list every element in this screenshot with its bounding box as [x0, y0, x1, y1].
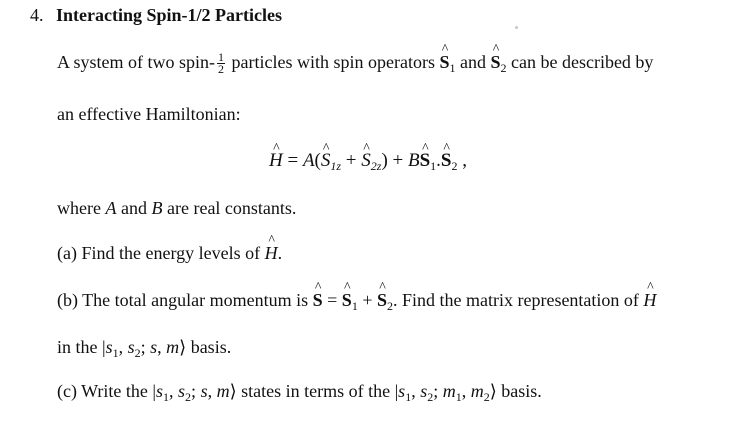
one-half-fraction: $\frac{1}{2}$	[218, 50, 225, 77]
part-c: (c) Write the $|s_1$, $s_2$; s, m⟩ states in terms of the $|s_1$, $s_2$; $m_1$, $m_2⟩$ basis.	[57, 381, 542, 404]
part-b-line-1: (b) The total angular momentum is ^ S = ^ $S_1$ + ^ $S_2$. Find the matrix representation of ^ H	[57, 289, 656, 311]
intro-line-2: an effective Hamiltonian:	[57, 104, 241, 124]
part-b-line-2: in the $|s_1$, $s_2$; s, m⟩ basis.	[57, 337, 232, 360]
part-b-label: (b)	[57, 290, 78, 310]
problem-title	[30, 4, 282, 26]
part-a: (a) Find the energy levels of ^ H.	[57, 242, 282, 264]
part-a-label: (a)	[57, 243, 77, 263]
problem-number: 4.	[30, 5, 44, 25]
hamiltonian-equation: ^ H = A(^ $S_{1z}$ + ^ $S_{2z}$) + B^ $S_1.\^{}$ $S_2$ ,	[0, 150, 736, 172]
part-c-label: (c)	[57, 381, 77, 401]
constants-note: where A and B are real constants.	[57, 198, 297, 218]
intro-line-1: A system of two spin- $\frac{1}{2}$ particles with spin operators ^ $S_1$ and ^ $S_2$ can be described by	[57, 51, 653, 75]
stray-mark	[515, 26, 518, 29]
problem-title-text: Interacting Spin-1/2 Particles	[56, 5, 282, 25]
